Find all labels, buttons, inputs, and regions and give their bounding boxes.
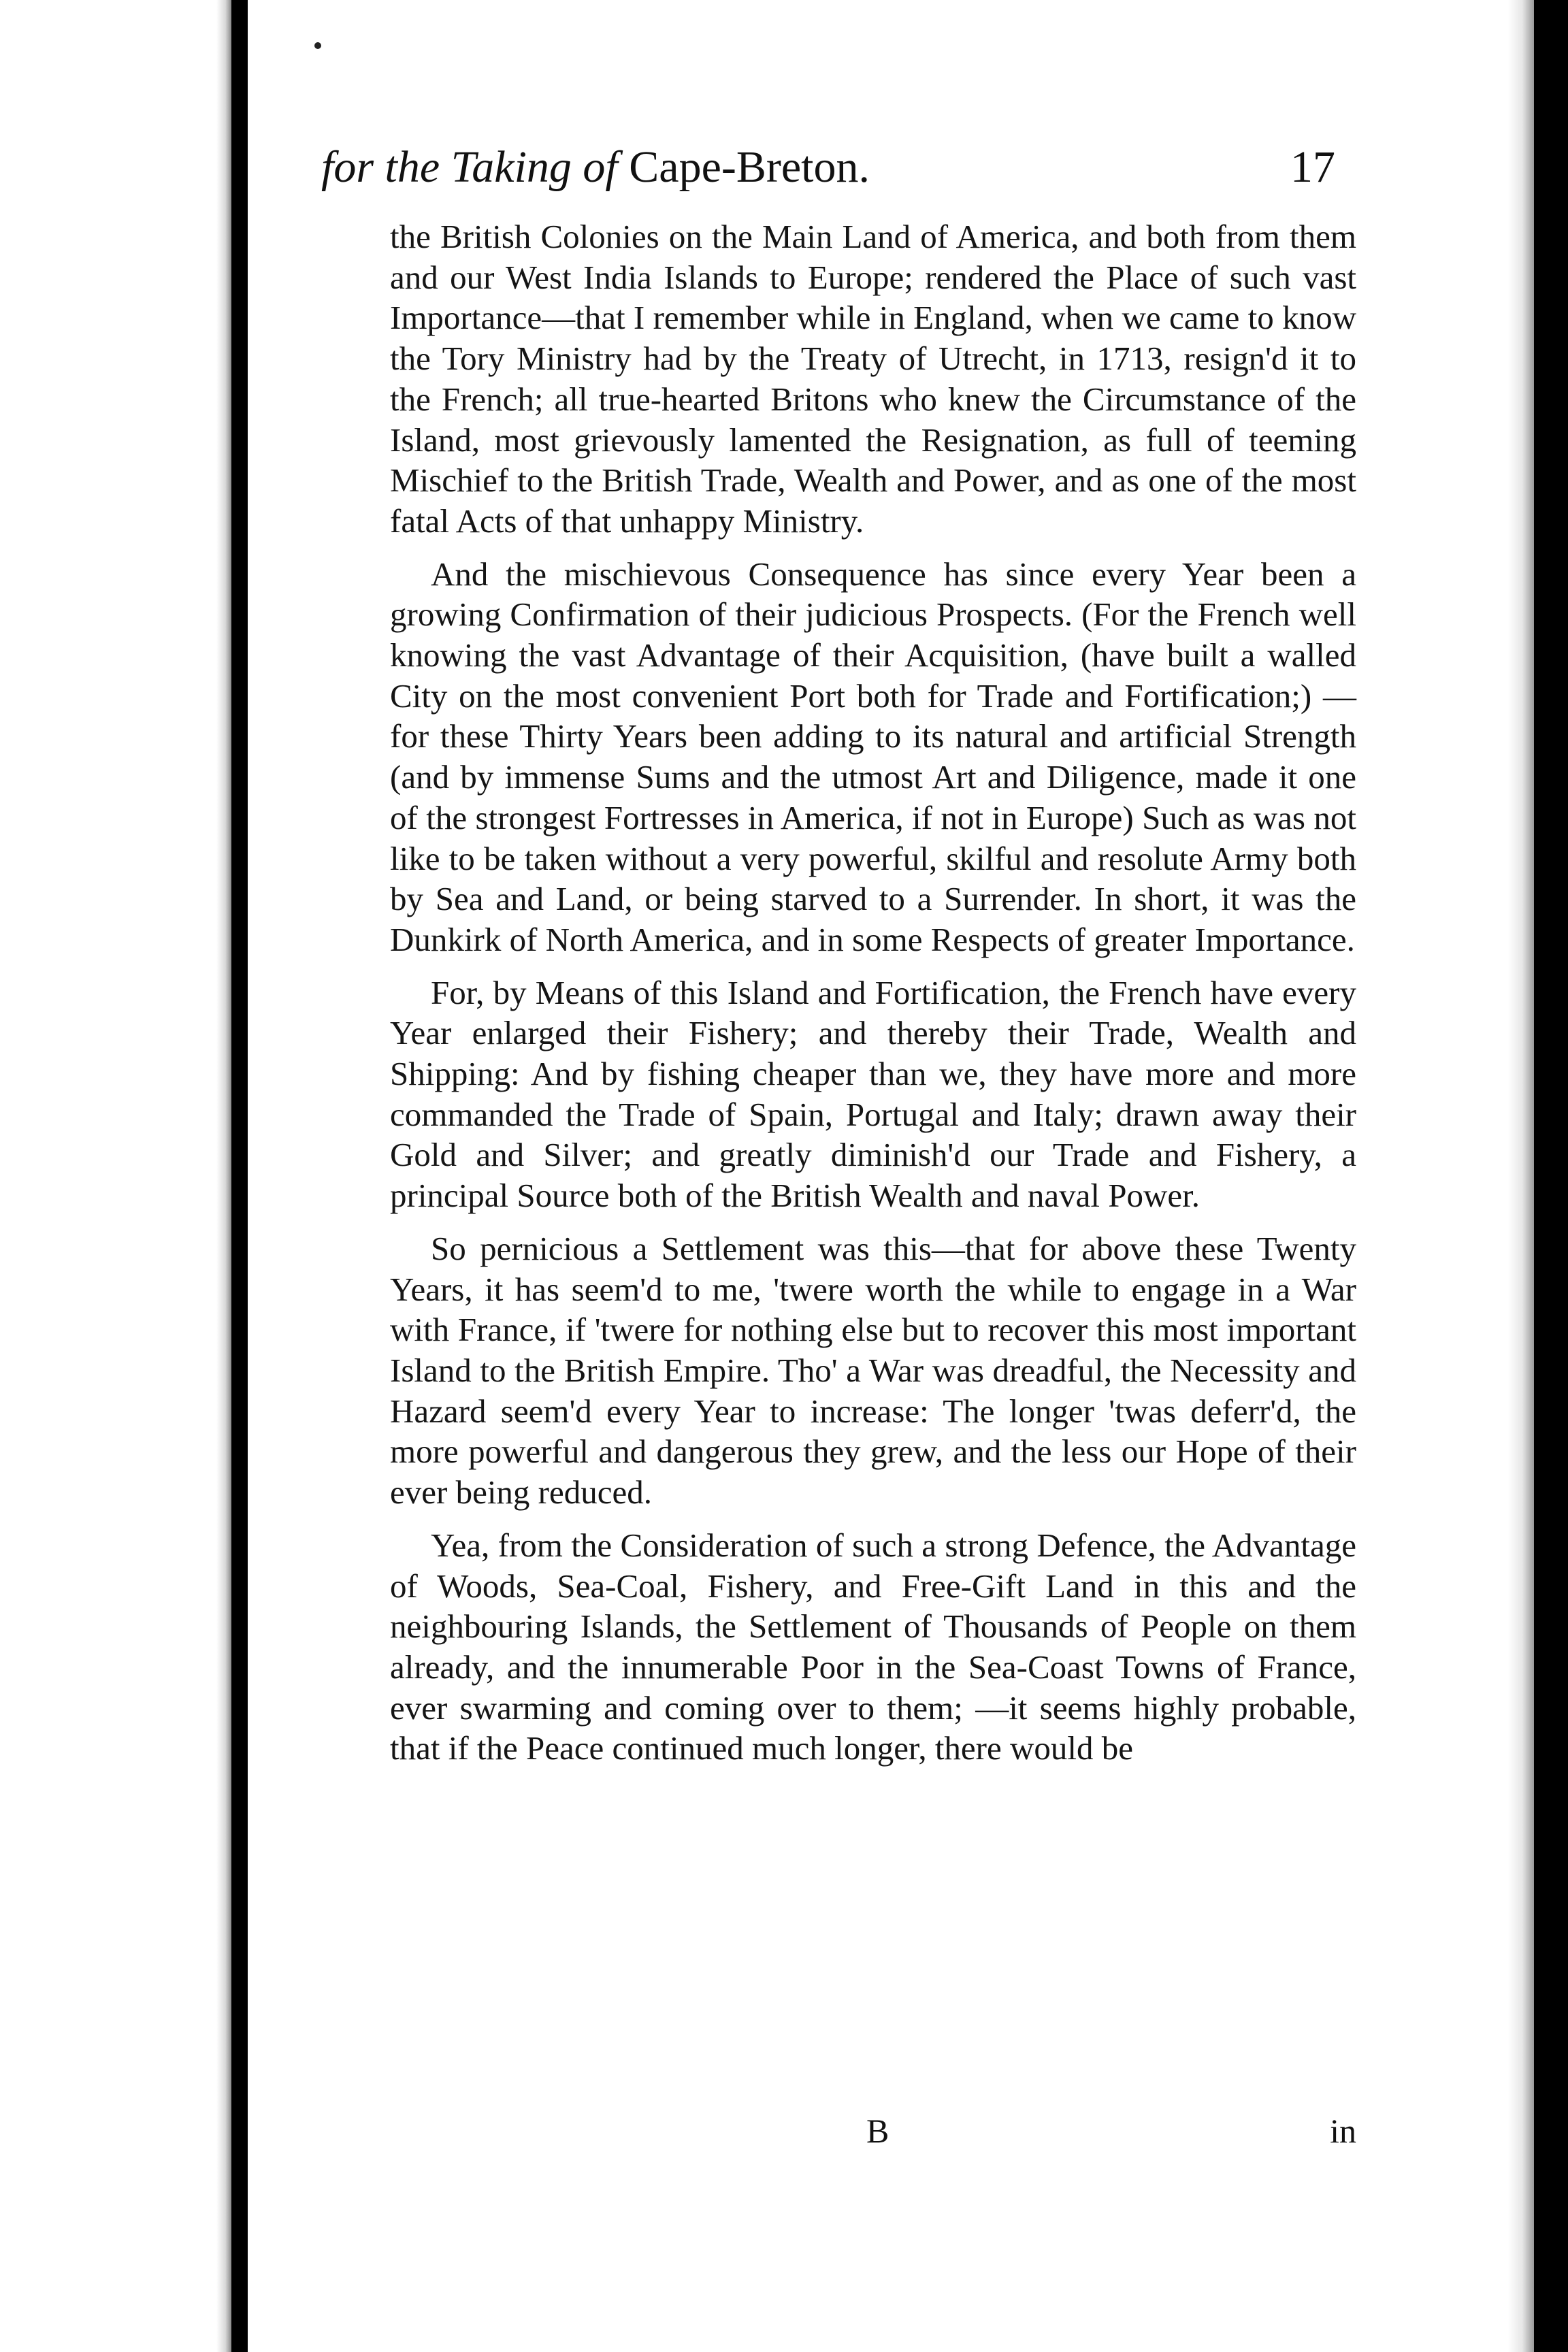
- facing-page-edge: [0, 0, 228, 2352]
- paragraph-5: Yea, from the Consideration of such a strong Defence, the Advantage of Woods, Sea-Coal, Fishery, and Free-Gift Land in this and the neighbouring Islands, the Settlement of Thousands of People on them already, and the innumerable Poor in the Sea-Coast Towns of France, ever swarming and coming over to them; —it seems highly probable, that if the Peace continued much longer, there would be: [390, 1526, 1356, 1767]
- signature-mark: B: [866, 2112, 889, 2150]
- catchline: [390, 2111, 1356, 2159]
- running-head-title-italic: for the Taking of: [321, 142, 618, 192]
- ink-speck: [314, 42, 321, 49]
- running-head: [321, 142, 1335, 210]
- page-number: 17: [1290, 142, 1335, 192]
- page-right-edge: [1508, 0, 1534, 2352]
- paragraph-1: the British Colonies on the Main Land of America, and both from them and our West India Islands to Europe; rendered the Place of such vast Importance—that I remember while in England, when we came to know the Tory Ministry had by the Treaty of Utrecht, in 1713, resign'd it to the French; all true-hearted Britons who knew the Circumstance of the Island, most grievously lamented the Resignation, as full of teeming Mischief to the British Trade, Wealth and Power, and as one of the most fatal Acts of that unhappy Ministry.: [390, 218, 1356, 540]
- running-head-title-roman: Cape-Breton.: [629, 142, 870, 192]
- running-head-title: [321, 142, 870, 193]
- facing-page-shadow: [216, 0, 231, 2352]
- body-text: [390, 216, 1356, 1769]
- paragraph-4: So pernicious a Settlement was this—that for above these Twenty Years, it has seem'd to me, 'twere worth the while to engage in a War with France, if 'twere for nothing else but to recover this most important Island to the British Empire. Tho' a War was dreadful, the Necessity and Hazard seem'd every Year to increase: The longer 'twas deferr'd, the more powerful and dangerous they grew, and the less our Hope of their ever being reduced.: [390, 1229, 1356, 1512]
- paragraph-2: And the mischievous Consequence has since every Year been a growing Confirmation of their judicious Prospects. (For the French well knowing the vast Advantage of their Acquisition, (have built a walled City on the most convenient Port both for Trade and Fortification;) — for these Thirty Years been adding to its natural and artificial Strength (and by immense Sums and the utmost Art and Diligence, made it one of the strongest Fortresses in America, if not in Europe) Such as was not like to be taken without a very powerful, skilful and resolute Army both by Sea and Land, or being starved to a Surrender. In short, it was the Dunkirk of North America, and in some Respects of greater Importance.: [390, 555, 1356, 958]
- paragraph-3: For, by Means of this Island and Fortification, the French have every Year enlarged their Fishery; and thereby their Trade, Wealth and Shipping: And by fishing cheaper than we, they have more and more commanded the Trade of Spain, Portugal and Italy; drawn away their Gold and Silver; and greatly diminish'd our Trade and Fishery, a principal Source both of the British Wealth and naval Power.: [390, 973, 1356, 1215]
- book-gutter: [231, 0, 248, 2352]
- catchword: in: [1330, 2112, 1356, 2150]
